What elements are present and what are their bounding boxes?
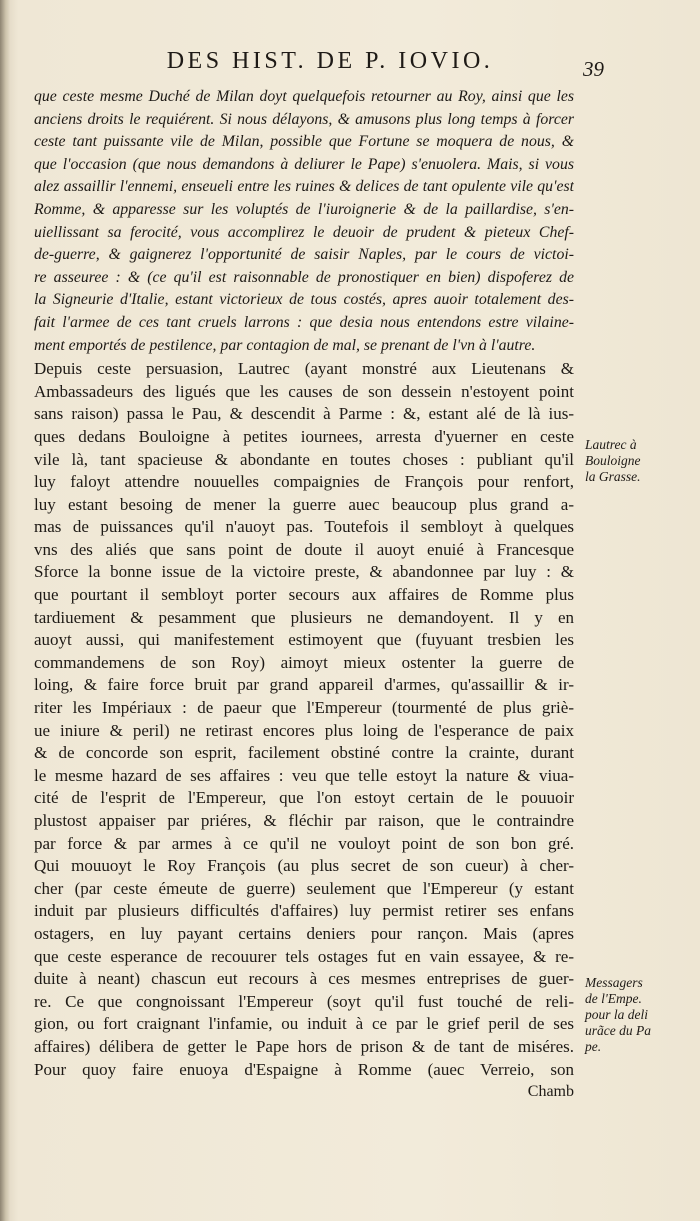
italic-passage xyxy=(34,86,574,357)
text-line: Sforce la bonne issue de la victoire preste, & abandonnee par luy : & xyxy=(34,562,574,582)
text-line: fait l'armee de ces tant cruels larrons : que desia nous entendons estre vilaine- xyxy=(34,313,574,331)
margin-note-line: Messagers xyxy=(585,975,643,990)
text-line: re. Ce que congnoissant l'Empereur (soyt qu'il fust touché de reli- xyxy=(34,991,574,1011)
catchword: Chamb xyxy=(527,1083,574,1101)
text-line: alez assaillir l'ennemi, enseueli entre les ruines & delices de tant opulente vile qu'est xyxy=(34,178,574,196)
text-line: riter les Impériaux : de paeur que l'Empereur (tourmenté de plus griè- xyxy=(34,698,574,718)
text-line: que pourtant il sembloyt porter secours aux affaires de Romme plus xyxy=(34,585,574,605)
text-line: que ceste esperance de recouurer tels ostages fut en vain essayee, & re- xyxy=(34,946,574,966)
running-head: DES HIST. DE P. IOVIO. xyxy=(166,48,494,74)
page-number: 39 xyxy=(583,57,604,81)
text-line: Depuis ceste persuasion, Lautrec (ayant monstré aux Lieutenans & xyxy=(34,359,574,379)
text-line: tardiuement & pesamment que plusieurs ne demandoyent. Il y en xyxy=(34,607,574,627)
text-line: Ambassadeurs des ligués que les causes de son dessein n'estoyent point xyxy=(34,381,574,401)
text-line: ques dedans Bouloigne à petites iournees, arresta d'yuerner en ceste xyxy=(34,426,574,446)
text-line: par force & par armes à ce qu'il ne vouloyt point de son bon gré. xyxy=(34,833,574,853)
text-line: duite à neant) chascun eut recours à ces mesmes entreprises de guer- xyxy=(34,969,574,989)
text-line: & de concorde son esprit, facilement obstiné contre la crainte, durant xyxy=(34,743,574,763)
page-gutter-shadow xyxy=(0,0,10,1221)
main-text-column xyxy=(34,86,574,1104)
margin-note-line: Lautrec à xyxy=(585,437,637,452)
text-line: le mesme hazard de ses affaires : veu que telle estoyt la nature & viua- xyxy=(34,765,574,785)
text-line: cité de l'esprit de l'Empereur, que l'on estoyt certain de le pouuoir xyxy=(34,788,574,808)
text-line: ue iniure & peril) ne retirast encores plus loing de l'esperance de paix xyxy=(34,720,574,740)
text-line: vile là, tant spacieuse & abondante en toutes choses : publiant qu'il xyxy=(34,449,574,469)
text-line: loing, & faire force bruit par grand appareil d'armes, qu'assaillir & ir- xyxy=(34,675,574,695)
text-line: Romme, & apparesse sur les voluptés de l'iuroignerie & de la paillardise, s'en- xyxy=(34,200,574,218)
text-line: la Signeurie d'Italie, estant victorieux de tous costés, apres auoir totalement des- xyxy=(34,291,574,309)
text-line: re asseuree : & (ce qu'il est raisonnable de pronostiquer en bien) dispoferez de xyxy=(34,268,574,286)
text-line: ostagers, en luy payant certains deniers pour rançon. Mais (apres xyxy=(34,923,574,943)
text-line: induit par plusieurs difficultés d'affaires) luy permist retirer ses enfans xyxy=(34,901,574,921)
margin-note-line: Bouloigne xyxy=(585,453,641,468)
margin-note-messagers xyxy=(585,975,695,1055)
margin-note-line: urãce du Pa xyxy=(585,1023,651,1038)
text-line: Pour quoy faire enuoya d'Espaigne à Romme (auec Verreio, son xyxy=(34,1059,574,1079)
text-line: que ceste mesme Duché de Milan doyt quelquefois retourner au Roy, ainsi que les xyxy=(34,88,574,105)
text-line: luy faloyt attendre nouuelles compaignies de François pour renfort, xyxy=(34,472,574,492)
margin-note-line: pour la deli xyxy=(585,1007,648,1022)
margin-note-lautrec xyxy=(585,437,695,485)
margin-note-line: la Grasse. xyxy=(585,469,641,484)
margin-note-line: pe. xyxy=(585,1039,602,1054)
text-line: auoyt aussi, qui manifestement estimoyent que (fuyuant tresbien les xyxy=(34,630,574,650)
text-line: commandemens de son Roy) aimoyt mieux ostenter la guerre de xyxy=(34,652,574,672)
text-line: vns des aliés que sans point de doute il auoyt enuié à Francesque xyxy=(34,539,574,559)
text-line: sans raison) passa le Pau, & descendit à Parme : &, estant alé de là ius- xyxy=(34,404,574,424)
text-line: ceste tant puissante vile de Milan, possible que Fortune se moquera de nous, & xyxy=(34,133,574,151)
text-line: affaires) délibera de getter le Pape hors de prison & de tant de miséres. xyxy=(34,1036,574,1056)
text-line: uiellissant sa ferocité, vous accomplirez le deuoir de prudent & pieteux Chef- xyxy=(34,223,574,241)
text-line: luy estant besoing de mener la guerre auec beaucoup plus grand a- xyxy=(34,494,574,514)
text-line: de-guerre, & gaignerez l'opportunité de saisir Naples, par le cours de victoi- xyxy=(34,246,574,264)
roman-passage xyxy=(34,358,574,1081)
text-line: cher (par ceste émeute de guerre) seulement que l'Empereur (y estant xyxy=(34,878,574,898)
text-line: que l'occasion (que nous demandons à deliurer le Pape) s'enuolera. Mais, si vous xyxy=(34,155,574,173)
text-line: ment emportés de pestilence, par contagion de mal, se prenant de l'vn à l'autre. xyxy=(34,336,536,354)
text-line: mas de puissances qu'il n'auoyt pas. Toutefois il sembloyt à quelques xyxy=(34,517,574,537)
margin-note-line: de l'Empe. xyxy=(585,991,642,1006)
text-line: gion, ou fort craignant l'infamie, ou induit à ce par le grief peril de ses xyxy=(34,1014,574,1034)
text-line: Qui mouuoyt le Roy François (au plus secret de son cueur) à cher- xyxy=(34,856,574,876)
text-line: plustost appaiser par priéres, & fléchir par raison, que le contraindre xyxy=(34,811,574,830)
text-line: anciens droits le requiérent. Si nous délayons, & amusons plus long temps à forcer xyxy=(34,110,574,128)
